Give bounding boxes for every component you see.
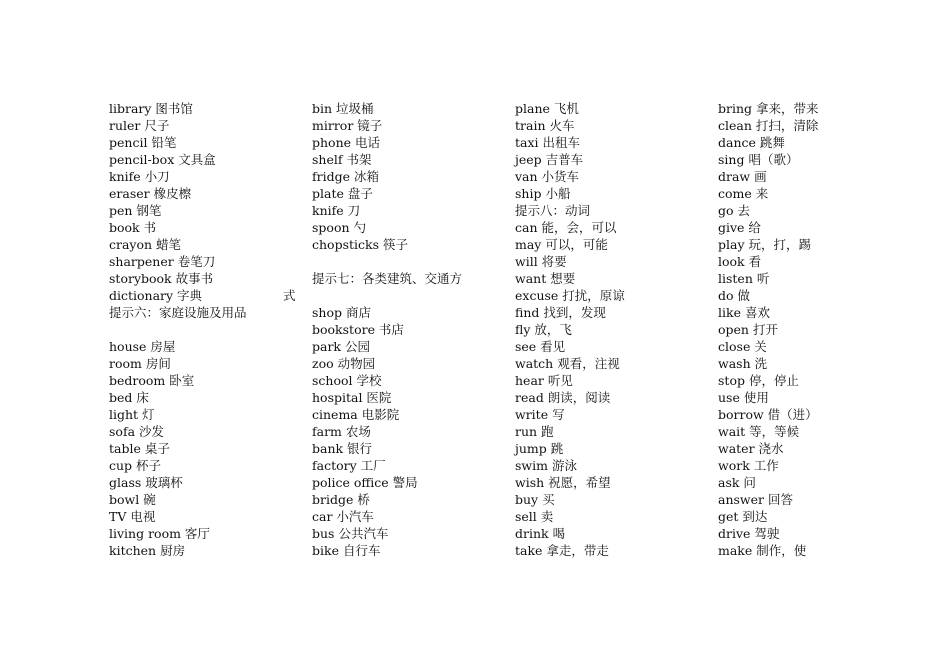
vocab-entry: do 做 (718, 288, 751, 303)
vocab-entry: knife 小刀 (109, 169, 170, 184)
vocab-entry: cup 杯子 (109, 458, 162, 473)
vocab-entry: come 来 (718, 186, 769, 201)
vocab-entry: sing 唱（歌） (718, 152, 799, 167)
vocab-entry: house 房屋 (109, 339, 176, 354)
vocab-entry: shelf 书架 (312, 152, 372, 167)
vocab-entry: hear 听见 (515, 373, 573, 388)
vocab-entry: cinema 电影院 (312, 407, 400, 422)
vocab-entry: room 房间 (109, 356, 171, 371)
vocab-entry: bike 自行车 (312, 543, 381, 558)
vocab-entry: bridge 桥 (312, 492, 370, 507)
vocab-entry: taxi 出租车 (515, 135, 580, 150)
blank-line (312, 287, 502, 304)
vocab-entry: bring 拿来，带来 (718, 101, 819, 116)
vocab-entry: crayon 蜡笔 (109, 237, 182, 252)
vocab-entry: plane 飞机 (515, 101, 579, 116)
vocab-entry: library 图书馆 (109, 101, 193, 116)
vocab-entry: read 朗读，阅读 (515, 390, 611, 405)
vocab-entry: wash 洗 (718, 356, 768, 371)
vocab-entry: listen 听 (718, 271, 770, 286)
vocab-entry: dance 跳舞 (718, 135, 785, 150)
vocab-entry: plate 盘子 (312, 186, 373, 201)
vocab-column-4 (718, 100, 908, 559)
vocab-entry: farm 农场 (312, 424, 371, 439)
vocab-entry: knife 刀 (312, 203, 361, 218)
heading-wrap-tail: 式 (283, 288, 296, 303)
vocab-entry: sell 卖 (515, 509, 554, 524)
vocab-entry: shop 商店 (312, 305, 371, 320)
vocab-entry: police office 警局 (312, 475, 418, 490)
vocab-entry: fridge 冰箱 (312, 169, 379, 184)
vocab-entry: play 玩，打，踢 (718, 237, 811, 252)
vocab-entry: answer 回答 (718, 492, 793, 507)
vocab-entry: close 关 (718, 339, 767, 354)
vocab-entry: bus 公共汽车 (312, 526, 389, 541)
vocab-entry: run 跑 (515, 424, 554, 439)
vocab-entry: van 小货车 (515, 169, 580, 184)
vocab-entry: go 去 (718, 203, 751, 218)
vocab-entry: ship 小船 (515, 186, 571, 201)
vocab-entry: 提示七：各类建筑、交通方 (312, 271, 463, 286)
vocab-entry: spoon 勺 (312, 220, 366, 235)
vocab-entry: buy 买 (515, 492, 555, 507)
vocab-entry: eraser 橡皮檫 (109, 186, 192, 201)
vocab-entry: will 将要 (515, 254, 567, 269)
vocab-entry: book 书 (109, 220, 157, 235)
vocab-entry: school 学校 (312, 373, 382, 388)
vocab-entry: look 看 (718, 254, 762, 269)
vocab-entry: 提示六：家庭设施及用品 (109, 305, 247, 320)
vocab-entry: factory 工厂 (312, 458, 386, 473)
vocab-entry: stop 停，停止 (718, 373, 799, 388)
vocab-entry: ask 问 (718, 475, 756, 490)
vocab-entry: train 火车 (515, 118, 575, 133)
vocab-entry: give 给 (718, 220, 761, 235)
vocab-column-1 (109, 100, 299, 559)
vocab-entry: bowl 碗 (109, 492, 156, 507)
vocab-entry: may 可以，可能 (515, 237, 608, 252)
vocab-entry: excuse 打扰，原谅 (515, 288, 625, 303)
vocab-column-3 (515, 100, 705, 559)
vocab-entry: glass 玻璃杯 (109, 475, 183, 490)
vocab-entry: find 找到，发现 (515, 305, 606, 320)
vocab-entry: TV 电视 (109, 509, 156, 524)
vocab-entry: storybook 故事书 (109, 271, 214, 286)
vocab-entry: pencil-box 文具盒 (109, 152, 216, 167)
vocab-entry: bin 垃圾桶 (312, 101, 374, 116)
vocab-entry: sharpener 卷笔刀 (109, 254, 216, 269)
vocab-entry: drive 驾驶 (718, 526, 780, 541)
vocab-entry: wish 祝愿，希望 (515, 475, 611, 490)
vocab-entry: open 打开 (718, 322, 778, 337)
blank-line (109, 321, 299, 338)
vocab-entry: use 使用 (718, 390, 769, 405)
vocab-entry: can 能，会，可以 (515, 220, 617, 235)
vocab-entry: get 到达 (718, 509, 768, 524)
vocab-entry: clean 打扫，清除 (718, 118, 819, 133)
vocab-entry: park 公园 (312, 339, 370, 354)
vocab-entry: write 写 (515, 407, 565, 422)
vocab-entry: bank 银行 (312, 441, 373, 456)
vocab-entry: want 想要 (515, 271, 576, 286)
vocab-entry: kitchen 厨房 (109, 543, 186, 558)
vocab-column-2 (312, 100, 502, 559)
vocab-entry: take 拿走，带走 (515, 543, 609, 558)
vocab-entry: borrow 借（进） (718, 407, 818, 422)
vocab-entry: ruler 尺子 (109, 118, 170, 133)
vocab-entry: table 桌子 (109, 441, 170, 456)
vocab-entry: jeep 吉普车 (515, 152, 584, 167)
vocab-entry: zoo 动物园 (312, 356, 376, 371)
vocab-entry: sofa 沙发 (109, 424, 164, 439)
vocab-entry: water 浇水 (718, 441, 784, 456)
vocab-entry: 提示八：动词 (515, 203, 591, 218)
vocab-entry: watch 观看，注视 (515, 356, 620, 371)
vocab-entry: swim 游泳 (515, 458, 577, 473)
vocab-entry: chopsticks 筷子 (312, 237, 408, 252)
vocab-entry: draw 画 (718, 169, 767, 184)
vocab-entry: phone 电话 (312, 135, 380, 150)
vocab-entry: wait 等，等候 (718, 424, 800, 439)
vocab-entry: mirror 镜子 (312, 118, 383, 133)
vocab-entry: like 喜欢 (718, 305, 770, 320)
vocab-entry: dictionary 字典 (109, 288, 203, 303)
vocab-entry: bed 床 (109, 390, 149, 405)
vocab-entry: fly 放，飞 (515, 322, 572, 337)
blank-line (312, 253, 502, 270)
vocab-entry: work 工作 (718, 458, 779, 473)
vocab-entry: see 看见 (515, 339, 566, 354)
vocab-entry: jump 跳 (515, 441, 564, 456)
vocab-entry: living room 客厅 (109, 526, 210, 541)
vocab-entry: bookstore 书店 (312, 322, 404, 337)
vocab-entry: pen 钢笔 (109, 203, 162, 218)
vocab-entry: make 制作，使 (718, 543, 807, 558)
vocab-entry: light 灯 (109, 407, 155, 422)
vocab-entry: bedroom 卧室 (109, 373, 195, 388)
vocab-entry: pencil 铅笔 (109, 135, 177, 150)
vocab-entry: hospital 医院 (312, 390, 392, 405)
vocab-entry: car 小汽车 (312, 509, 374, 524)
vocab-entry: drink 喝 (515, 526, 566, 541)
